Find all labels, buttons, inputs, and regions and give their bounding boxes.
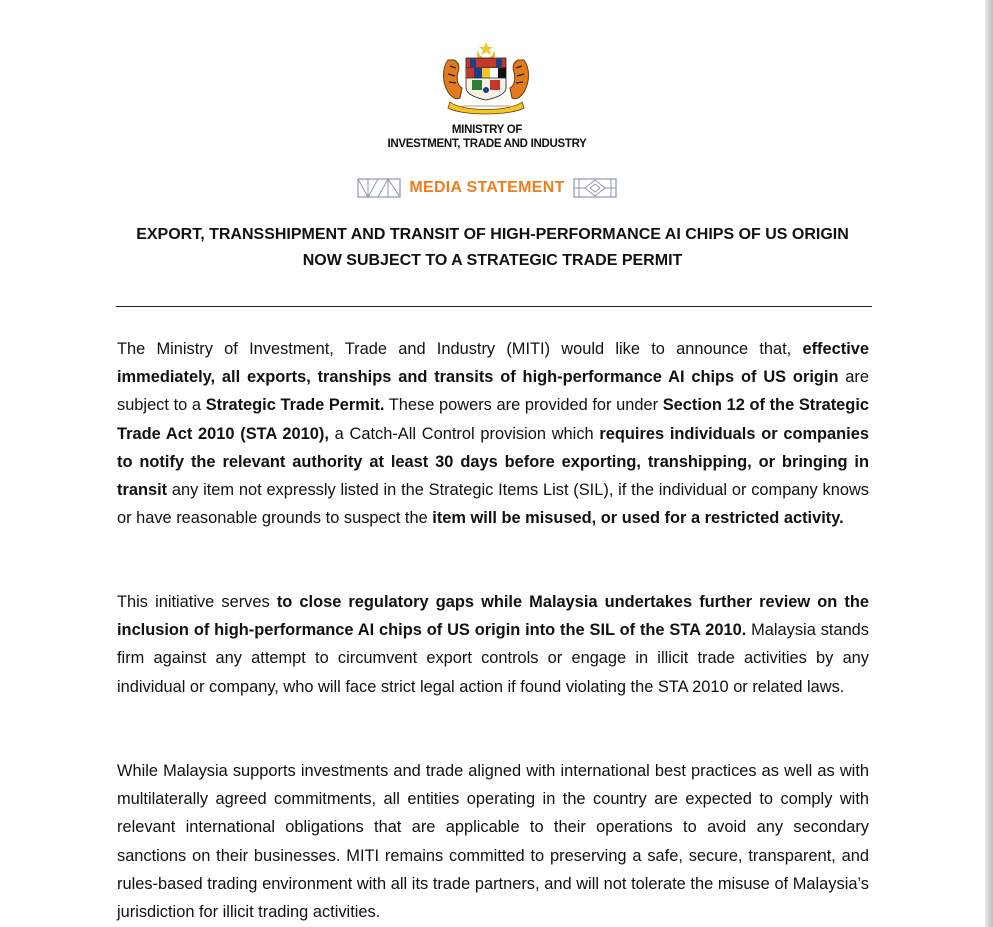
p1-bold-2: Strategic Trade Permit.: [205, 396, 385, 415]
p1-text-3: These powers are provided for under: [384, 396, 663, 415]
headline: [100, 222, 885, 274]
headline-line-1: EXPORT, TRANSSHIPMENT AND TRANSIT OF HIGH-PERFORMANCE AI CHIPS OF US ORIGIN: [136, 226, 849, 243]
divider: [116, 306, 872, 307]
headline-line-2: NOW SUBJECT TO A STRATEGIC TRADE PERMIT: [302, 252, 683, 269]
p1-text-2: are subject to a: [117, 368, 870, 415]
p1-text-4: a Catch-All Control provision which: [328, 424, 600, 443]
p3-text-1: While Malaysia supports investments and trade aligned with international best practices as well as with multilaterally agreed commitments, all entities operating in the country are expected to comply with relevant international obligations that are applicable to their operations to avoid any secondary sanctions on their businesses. MITI remains committed to preserving a safe, secure, transparent, and rules-based trading environment with all its trade partners, and will not tolerate the misuse of Malaysia’s jurisdiction for illicit trading activities.: [117, 762, 869, 922]
ministry-name: [300, 123, 674, 151]
ministry-line-1: MINISTRY OF: [451, 124, 523, 136]
ministry-line-2: INVESTMENT, TRADE AND INDUSTRY: [387, 138, 587, 150]
paragraph-1: [117, 335, 869, 532]
media-statement-banner: [300, 176, 674, 200]
p1-text-5: any item not expressly listed in the Strategic Items List (SIL), if the individual or company knows or have reasonable grounds to suspect the: [117, 481, 869, 528]
p1-bold-1: effective immediately, all exports, tranships and transits of high-performance AI chips of US origin: [117, 340, 869, 387]
p1-text-1: The Ministry of Investment, Trade and Industry (MITI) would like to announce that,: [117, 340, 803, 358]
p2-text-2: Malaysia stands firm against any attempt to circumvent export controls or engage in illicit trade activities by any individual or company, who will face strict legal action if found violating the STA 2010 or related laws.: [117, 621, 869, 696]
p1-bold-3: Section 12 of the Strategic Trade Act 2010 (STA 2010),: [117, 396, 869, 443]
paragraph-3: [117, 757, 869, 926]
right-ornament-icon: [573, 178, 617, 198]
coat-of-arms-icon: [438, 42, 534, 116]
p1-bold-4: requires individuals or companies to notify the relevant authority at least 30 days before exporting, transhipping, or bringing in transit: [117, 424, 869, 500]
p1-bold-5: item will be misused, or used for a restricted activity.: [432, 509, 844, 528]
page-edge: [985, 0, 993, 927]
p2-text-1: This initiative serves: [117, 593, 277, 611]
paragraph-2: [117, 588, 869, 701]
p2-bold-1: to close regulatory gaps while Malaysia undertakes further review on the inclusion of high-performance AI chips of US origin into the SIL of the STA 2010.: [117, 593, 869, 640]
media-statement-label: MEDIA STATEMENT: [409, 179, 565, 196]
left-ornament-icon: [357, 178, 401, 198]
